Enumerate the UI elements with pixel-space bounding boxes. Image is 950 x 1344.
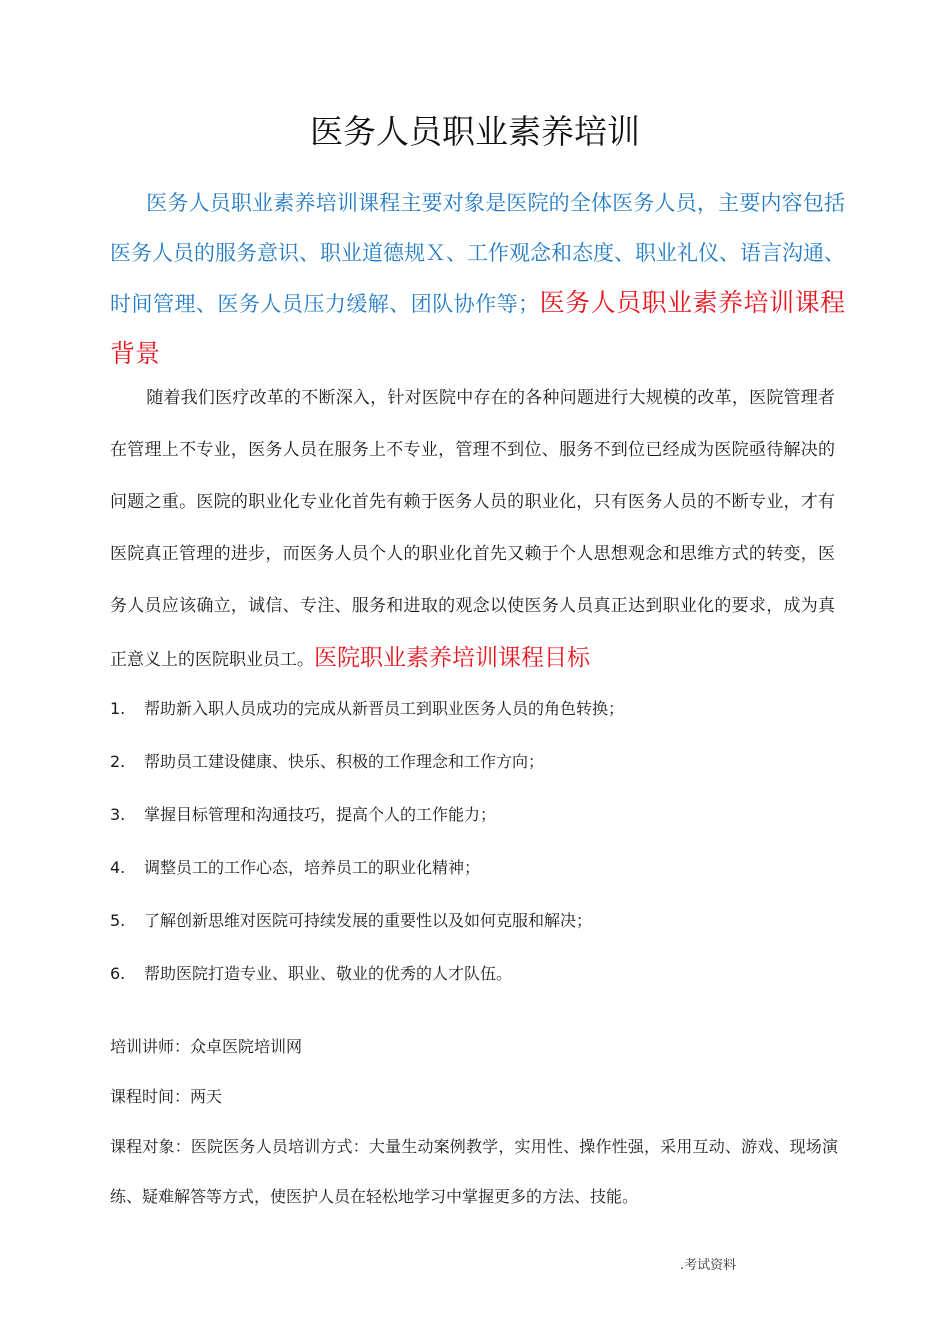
goal-text: 帮助新入职人员成功的完成从新晋员工到职业医务人员的角色转换； [144, 699, 625, 718]
list-item [110, 894, 845, 947]
background-text: 随着我们医疗改革的不断深入，针对医院中存在的各种问题进行大规模的改革，医院管理者在管理上不专业，医务人员在服务上不专业，管理不到位、服务不到位已经成为医院亟待解决的问题之重。医院的职业化专业化首先有赖于医务人员的职业化，只有医务人员的不断专业，才有医院真正管理的进步，而医务人员个人的职业化首先又赖于个人思想观念和思维方式的转变，医务人员应该确立，诚信、专注、服务和进取的观念以使医务人员真正达到职业化的要求，成为真正意义上的医院职业员工。 [110, 388, 835, 670]
page-title: 医务人员职业素养培训 [310, 112, 640, 151]
goal-number: 1. [110, 699, 126, 718]
list-item [110, 788, 845, 841]
audience-paragraph: 课程对象：医院医务人员培训方式：大量生动案例教学，实用性、操作性强，采用互动、游戏、现场演练、疑难解答等方式，使医护人员在轻松地学习中掌握更多的方法、技能。 [110, 1137, 838, 1206]
footer-note: .考试资料 [680, 1258, 737, 1273]
goals-list [110, 682, 845, 1000]
list-item [110, 735, 845, 788]
goal-text: 帮助员工建设健康、快乐、积极的工作理念和工作方向； [144, 752, 545, 771]
goal-text: 帮助医院打造专业、职业、敬业的优秀的人才队伍。 [144, 964, 513, 983]
section-heading-goals: 医院职业素养培训课程目标 [314, 645, 590, 671]
intro-text: 医务人员职业素养培训课程主要对象是医院的全体医务人员，主要内容包括医务人员的服务意识、职业道德规Ｘ、工作观念和态度、职业礼仪、语言沟通、时间管理、医务人员压力缓解、团队协作等； [110, 191, 845, 316]
trainer-line: 培训讲师：众卓医院培训网 [110, 1037, 303, 1056]
goal-number: 5. [110, 911, 126, 930]
intro-paragraph [110, 178, 845, 380]
list-item [110, 947, 845, 1000]
section-heading-background: 医务人员职业素养培训课程背景 [110, 288, 845, 368]
goal-number: 2. [110, 752, 126, 771]
list-item [110, 682, 845, 735]
goal-text: 了解创新思维对医院可持续发展的重要性以及如何克服和解决； [144, 911, 593, 930]
goal-number: 6. [110, 964, 126, 983]
goal-text: 掌握目标管理和沟通技巧，提高个人的工作能力； [144, 805, 497, 824]
goal-number: 4. [110, 858, 126, 877]
goal-number: 3. [110, 805, 126, 824]
list-item [110, 841, 845, 894]
course-info [110, 1022, 838, 1222]
background-paragraph [110, 372, 835, 686]
goal-text: 调整员工的工作心态，培养员工的职业化精神； [144, 858, 481, 877]
duration-line: 课程时间：两天 [110, 1087, 223, 1106]
